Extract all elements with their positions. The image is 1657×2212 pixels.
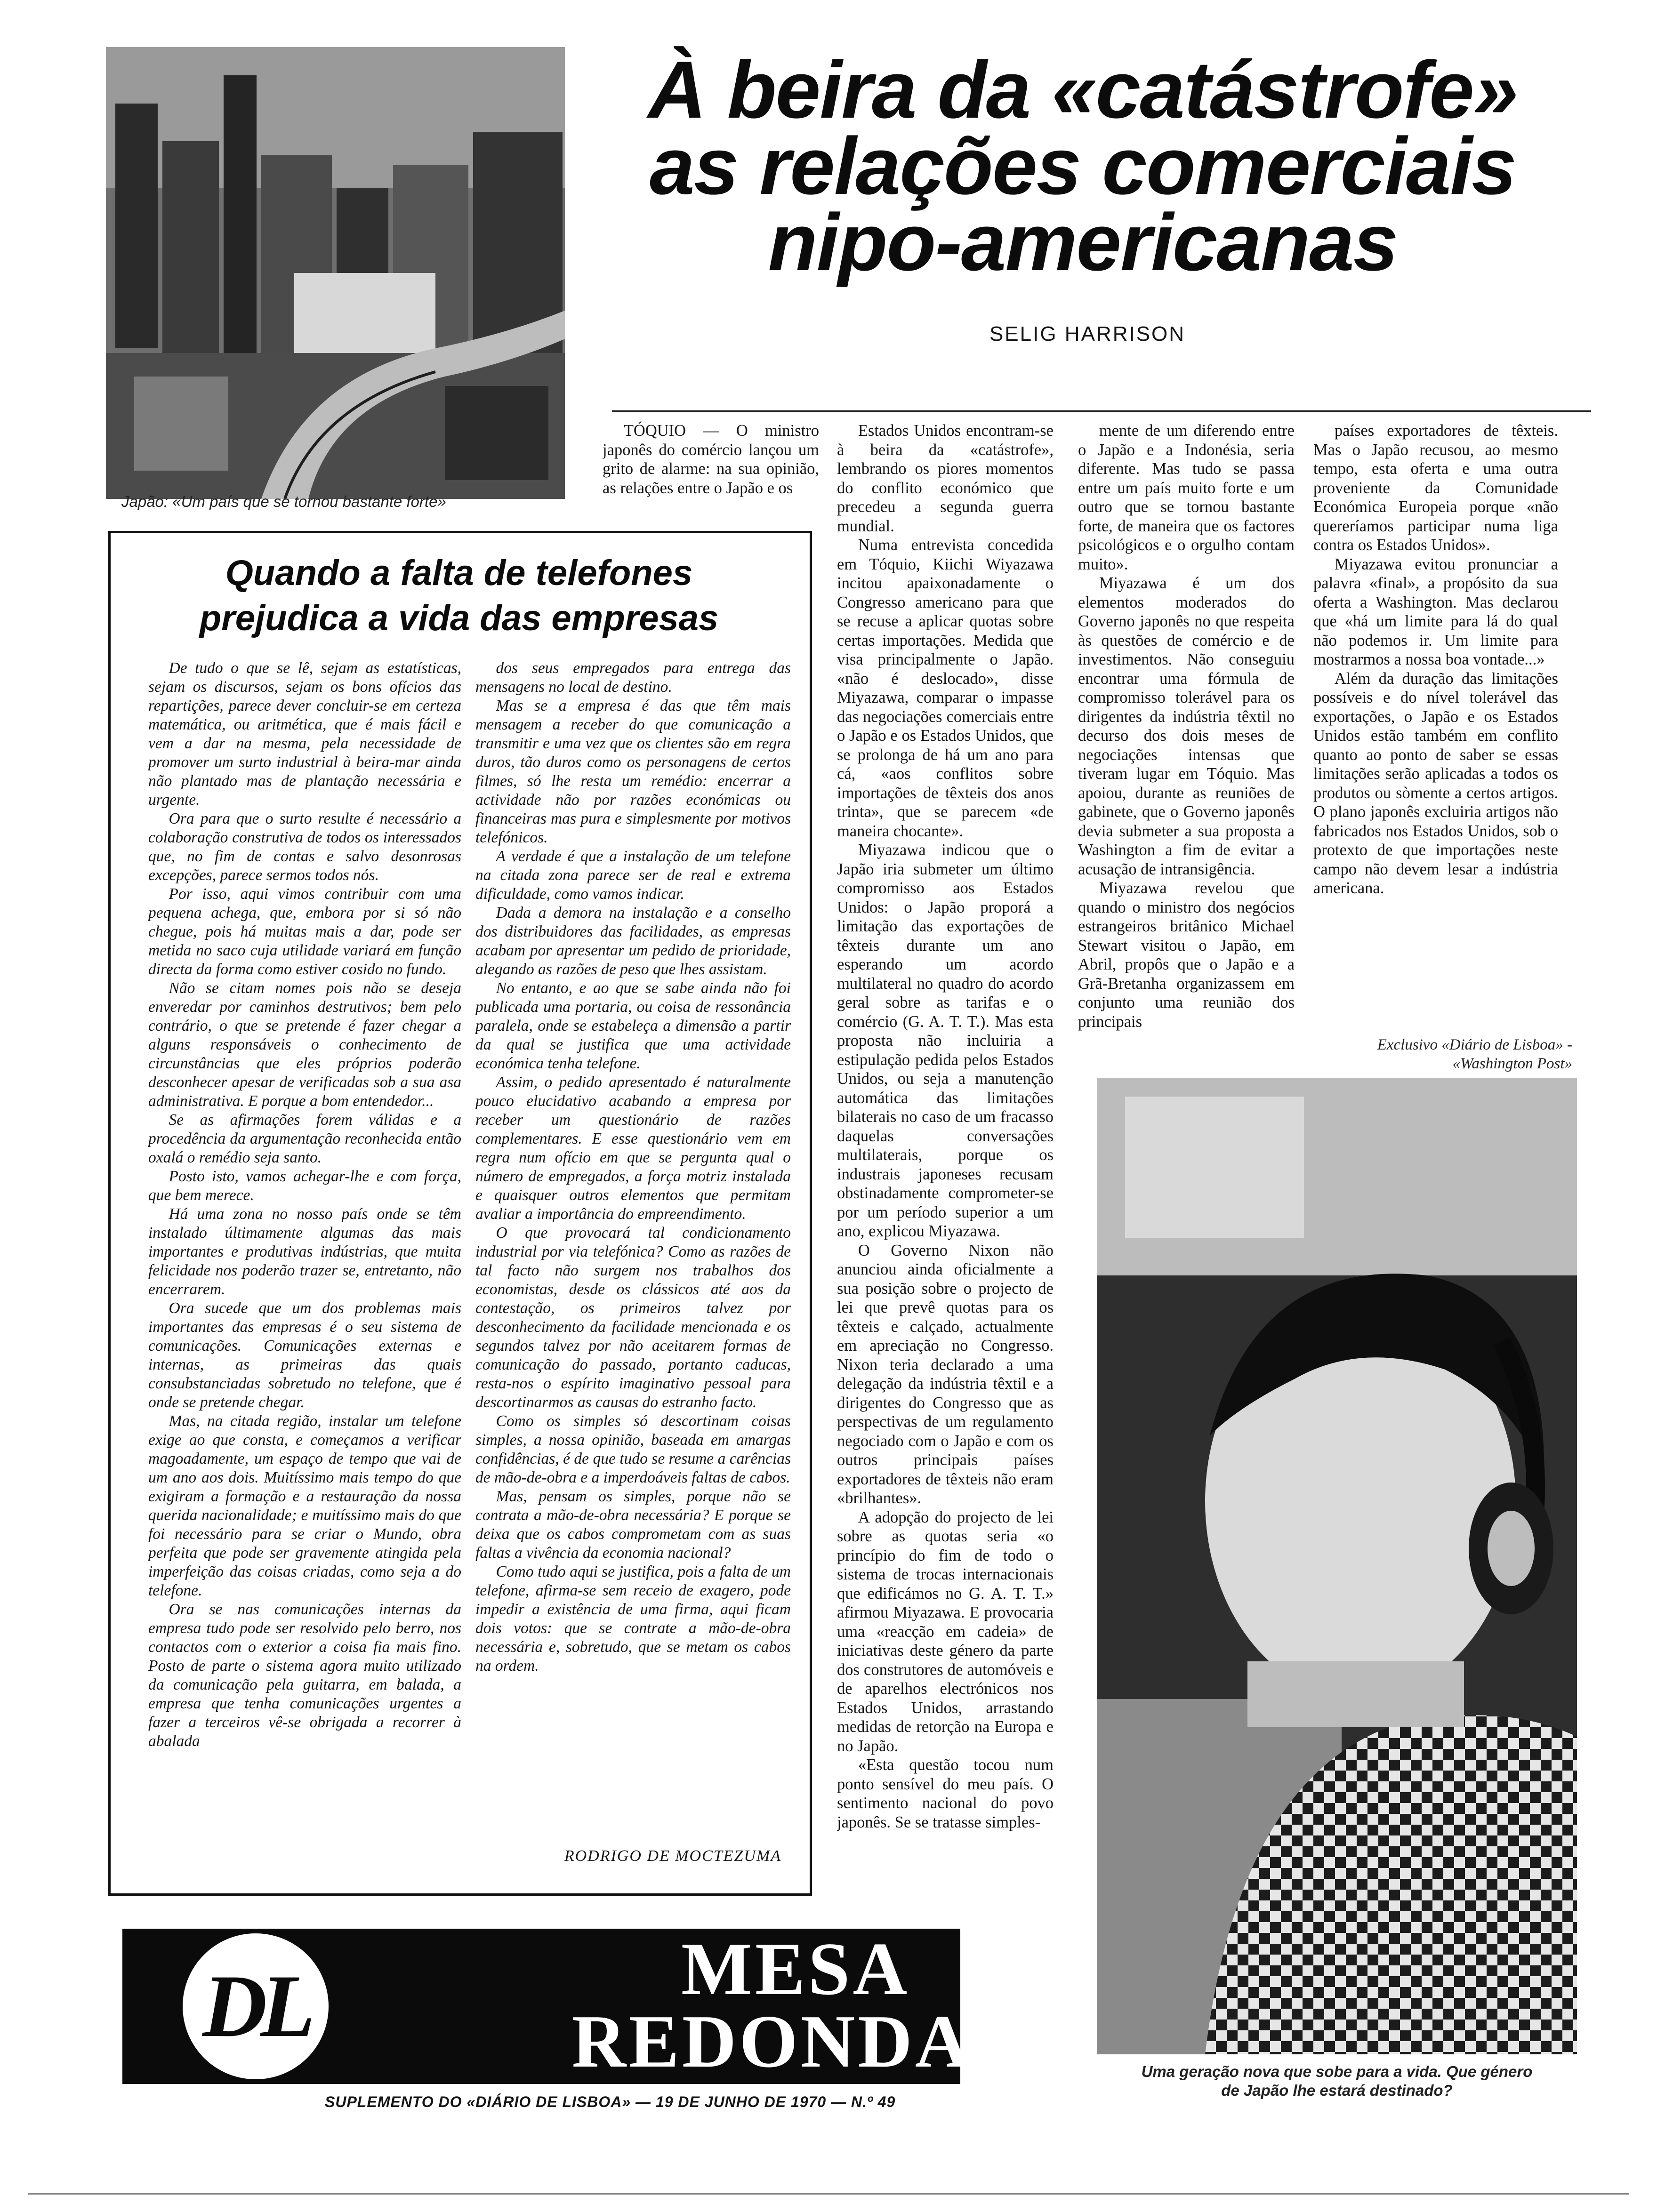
photo-top-caption: Japão: «Um país que se tornou bastante forte» (121, 493, 446, 510)
box-article-paragraph: No entanto, e ao que se sabe ainda não foi publicada uma portaria, ou coisa de ressonância paralela, onde se estabeleça a dimensão a partir da qual se justifica que uma actividade económica tenha telefone. (475, 979, 791, 1072)
young-man-headphones-photo (1097, 1078, 1577, 2054)
article-paragraph: Miyazawa evitou pronunciar a palavra «final», a propósito da sua oferta a Washington. Mas declarou que «há um limite para lá do qual não podemos ir. Um limite para mostrarmos a nossa boa vontade...» (1313, 555, 1558, 668)
photo-bottom-caption-line-2: de Japão lhe estará destinado? (1221, 2082, 1453, 2099)
headline-line-2: as relações comerciais (650, 121, 1516, 211)
box-article-paragraph: Se as afirmações forem válidas e a procedência da argumentação reconhecida então oxalá o remédio seja santo. (148, 1111, 461, 1166)
box-article-paragraph: Como tudo aqui se justifica, pois a falta de um telefone, afirma-se sem receio de exagero, pode impedir a existência de uma firma, aqui ficam dois votos: que se contrate a mão-de-obra necessária e, sobretudo, que se metam os cabos na ordem. (475, 1563, 791, 1675)
article-paragraph: Miyazawa é um dos elementos moderados do Governo japonês no que respeita às questões de comércio e de investimentos. Não conseguiu encontrar uma fórmula de compromisso tolerável para os dirigentes da indústria têxtil no decurso dos dois meses de negociações intensas que tiveram lugar em Tóquio. Mas apoiou, durante as reuniões de gabinete, que o Governo japonês devia submeter a sua proposta a Washington a fim de evitar a acusação de intransigência. (1078, 574, 1295, 878)
article-paragraph: Miyazawa revelou que quando o ministro dos negócios estrangeiros britânico Michael Stewart visitou o Japão, em Abril, propôs que o Japão e a Grã-Bretanha organizassem em conjunto uma reunião dos principais (1078, 879, 1295, 1031)
photo-bottom-caption-line-1: Uma geração nova que sobe para a vida. Que género (1141, 2063, 1533, 2080)
box-article-paragraph: Mas, pensam os simples, porque não se contrata a mão-de-obra necessária? E porque se deixa que os cabos comprometam com as suas faltas a vivência da economia nacional? (475, 1488, 791, 1562)
article-paragraph: A adopção do projecto de lei sobre as quotas seria «o princípio do fim de todo o sistema de trocas internacionais que edificámos no G. A. T. T.» afirmou Miyazawa. E provocaria uma «reacção em cadeia» de iniciativas deste género da parte dos construtores de automóveis e de aparelhos electrónicos nos Estados Unidos, arrastando medidas de retorção na Europa e no Japão. (837, 1508, 1054, 1755)
box-article-paragraph: Há uma zona no nosso país onde se têm instalado últimamente algumas das mais importantes e produtivas indústrias, que muita felicidade nos poderão trazer se, entretanto, não encerrarem. (148, 1205, 461, 1298)
box-article-paragraph: O que provocará tal condicionamento industrial por via telefónica? Como as razões de tal facto não surgem nos trabalhos dos economistas, desde os clássicos até aos da contestação, os primeiros talvez por desconhecimento da facilidade mencionada e os segundos talvez por não aceitarem formas de comunicação do passado, portanto caducas, resta-nos o espírito imaginativo pessoal para descortinarmos as causas do estranho facto. (475, 1224, 791, 1411)
box-article-paragraph: De tudo o que se lê, sejam as estatísticas, sejam os discursos, sejam os bons ofícios das repartições, parece dever concluir-se em certeza matemática, ou aritmética, que é mais fácil e vem a dar na mesma, pela necessidade de promover um surto industrial à beira-mar ainda não plantado mas de plantação necessária e urgente. (148, 659, 461, 809)
city-photo (106, 47, 565, 499)
dl-logo: DL (183, 1933, 329, 2079)
supplement-footer: SUPLEMENTO DO «DIÁRIO DE LISBOA» — 19 DE JUNHO DE 1970 — N.º 49 (325, 2093, 896, 2110)
article-paragraph: Além da duração das limitações possíveis e do nível tolerável das exportações, o Japão e os Estados Unidos estão também em conflito quanto ao ponto de saber se essas limitações serão aplicadas a todos os produtos ou sòmente a certos artigos. O plano japonês excluiria artigos não fabricados nos Estados Unidos, sob o protexto de que importações neste campo não devem lesar a indústria americana. (1313, 669, 1558, 897)
bottom-rule (28, 2193, 1629, 2195)
box-article-paragraph: Como os simples só descortinam coisas simples, a nossa opinião, baseada em amargas confidências, é de que tudo se resume a carências de mão-de-obra e a imperdoáveis faltas de cabos. (475, 1412, 791, 1486)
article-paragraph: Numa entrevista concedida em Tóquio, Kiichi Wiyazawa incitou apaixonadamente o Congresso americano para que se recuse a aplicar quotas sobre certas importações. Medida que visa principalmente o Japão. «não é deslocado», disse Miyazawa, comparar o impasse das negociações comerciais entre o Japão e os Estados Unidos, que se prolonga de há um ano para cá, «aos conflitos sobre importações de têxteis dos anos trinta», que se parecem «de maneira chocante». (837, 536, 1054, 840)
telephone-article-column-1 (148, 659, 461, 1892)
box-article-paragraph: Assim, o pedido apresentado é naturalmente pouco elucidativo acabando a empresa por receber um questionário de razões complementares. E esse questionário vem em regra num ofício em que se pergunta qual o número de empregados, a força motriz instalada e quaisquer outros elementos que permitam avaliar a importância do empreendimento. (475, 1074, 791, 1223)
young-man-headphones-illustration (1097, 1078, 1577, 2054)
article-paragraph: «Esta questão tocou num ponto sensível do meu país. O sentimento nacional do povo japonês. Se se tratasse simples- (837, 1756, 1054, 1831)
main-article-column-1 (603, 421, 819, 515)
box-article-paragraph: Posto isto, vamos achegar-lhe e com força, que bem merece. (148, 1168, 461, 1204)
main-article-column-3 (1078, 421, 1295, 1113)
box-article-paragraph: Por isso, aqui vimos contribuir com uma pequena achega, que, embora por si só não chegue, pois há muitas mais a dar, pode ser metida no saco cuja utilidade variará em função directa da forma como estiver cosido no fundo. (148, 885, 461, 978)
article-paragraph: mente de um diferendo entre o Japão e a Indonésia, seria diferente. Mas tudo se passa entre um país muito forte e um outro que se tornou bastante forte, de maneira que os factores psicológicos e o orgulho contam muito». (1078, 422, 1295, 573)
box-article-paragraph: Ora sucede que um dos problemas mais importantes das empresas é o seu sistema de comunicações. Comunicações externas e internas, as primeiras das quais consubstanciadas sobretudo no telefone, que é onde se pretende chegar. (148, 1299, 461, 1411)
box-article-paragraph: Ora para que o surto resulte é necessário a colaboração construtiva de todos os interessados que, no fim de contas e salvo desonrosas excepções, parece sermos todos nós. (148, 810, 461, 884)
telephone-article-title-line-2: prejudica a vida das empresas (199, 598, 719, 638)
box-article-paragraph: Mas, na citada região, instalar um telefone exige ao que consta, e começamos a verificar magoadamente, um espaço de tempo que vai de um ano aos dois. Muitíssimo mais tempo do que exigiram a formação e a restauração da nossa querida nacionalidade; e muitíssimo mais do que foi necessário para se criar o Mundo, obra perfeita que pode ser gravemente atingida pela imperfeição das coisas criadas, como seja a do telefone. (148, 1412, 461, 1599)
article-credit: Exclusivo «Diário de Lisboa» - «Washington Post» (1377, 1036, 1572, 1072)
article-paragraph: Estados Unidos encontram-se à beira da «catástrofe», lembrando os piores momentos do conflito económico que precedeu a segunda guerra mundial. (837, 422, 1054, 535)
headline-line-3: nipo-americanas (768, 197, 1398, 288)
article-paragraph: Miyazawa indicou que o Japão iria submeter um último compromisso aos Estados Unidos: o Japão proporá a limitação das exportações de têxteis durante um ano esperando um acordo multilateral no quadro do acordo geral sobre as tarifas e o comércio (G. A. T. T.). Mas esta proposta não incluiria a estipulação pedida pelos Estados Unidos, ou seja a manutenção automática das limitações bilaterais no caso de um fracasso daquelas conversações multilaterais, porque os industrais japoneses recusam obstinadamente comprometer-se por um período superior a um ano, explicou Miyazawa. (837, 841, 1054, 1240)
box-article-paragraph: Ora se nas comunicações internas da empresa tudo pode ser resolvido pelo berro, nos contactos com o exterior a coisa fia mais fino. Posto de parte o sistema agora muito utilizado da comunicação pela guitarra, em balada, a empresa que tenha comunicações urgentes a fazer a terceiros vê-se obrigada a recorrer à abalada (148, 1601, 461, 1750)
article-paragraph: O Governo Nixon não anunciou ainda oficialmente a sua posição sobre o projecto de lei que prevê quotas para os têxteis e calçado, actualmente em apreciação no Congresso. Nixon teria declarado a uma delegação da indústria têxtil e a dirigentes do Congresso que as perspectivas de um regulamento negociado com o Japão e com os outros principais países exportadores de têxteis não eram «brilhantes». (837, 1241, 1054, 1507)
headline (612, 45, 1553, 288)
box-article-paragraph: dos seus empregados para entrega das mensagens no local de destino. (475, 659, 791, 696)
headline-line-1: À beira da «catástrofe» (648, 45, 1518, 135)
article-paragraph: TÓQUIO — O ministro japonês do comércio lançou um grito de alarme: na sua opinião, as relações entre o Japão e os (603, 422, 819, 497)
telephone-article-column-2 (475, 659, 791, 1831)
main-article-column-2 (837, 421, 1054, 1927)
telephone-article-signature: RODRIGO DE MOCTEZUMA (564, 1847, 781, 1865)
box-article-paragraph: Mas se a empresa é das que têm mais mensagem a receber do que comunicação a transmitir e uma vez que os clientes são em regra duros, tão duros como os personagens de certos filmes, só lhe resta um remédio: encerrar a actividade não por razões económicas ou financeiras mas pura e simplesmente por motivos telefónicos. (475, 697, 791, 846)
city-photo-illustration (106, 47, 565, 499)
main-article-column-4 (1313, 421, 1558, 1024)
box-article-paragraph: Não se citam nomes pois não se deseja enveredar por caminhos destrutivos; bem pelo contrário, o que se pretende é fazer chegar a alguns responsáveis o conhecimento de circunstâncias que eles próprios poderão desconhecer apesar de verificadas sob a sua asa administrativa. E porque a bom entendedor... (148, 979, 461, 1110)
telephone-article-title-line-1: Quando a falta de telefones (225, 553, 693, 593)
byline: SELIG HARRISON (989, 322, 1186, 345)
telephone-article-title (122, 551, 796, 641)
box-article-paragraph: Dada a demora na instalação e a conselho dos distribuidores das facilidades, as empresas acabam por apresentar um pedido de prioridade, alegando as razões de peso que lhes assistam. (475, 904, 791, 978)
photo-bottom-caption (1102, 2062, 1572, 2100)
article-paragraph: países exportadores de têxteis. Mas o Japão recusou, ao mesmo tempo, esta oferta e uma outra proveniente da Comunidade Económica Europeia porque «não quereríamos participar numa liga contra os Estados Unidos». (1313, 422, 1558, 554)
masthead-word-redonda: REDONDA (571, 1999, 973, 2083)
masthead-word-mesa: MESA (681, 1927, 910, 2011)
box-article-paragraph: A verdade é que a instalação de um telefone na citada zona parece ser de real e extrema dificuldade, como vamos indicar. (475, 848, 791, 903)
header-rule (612, 410, 1591, 412)
